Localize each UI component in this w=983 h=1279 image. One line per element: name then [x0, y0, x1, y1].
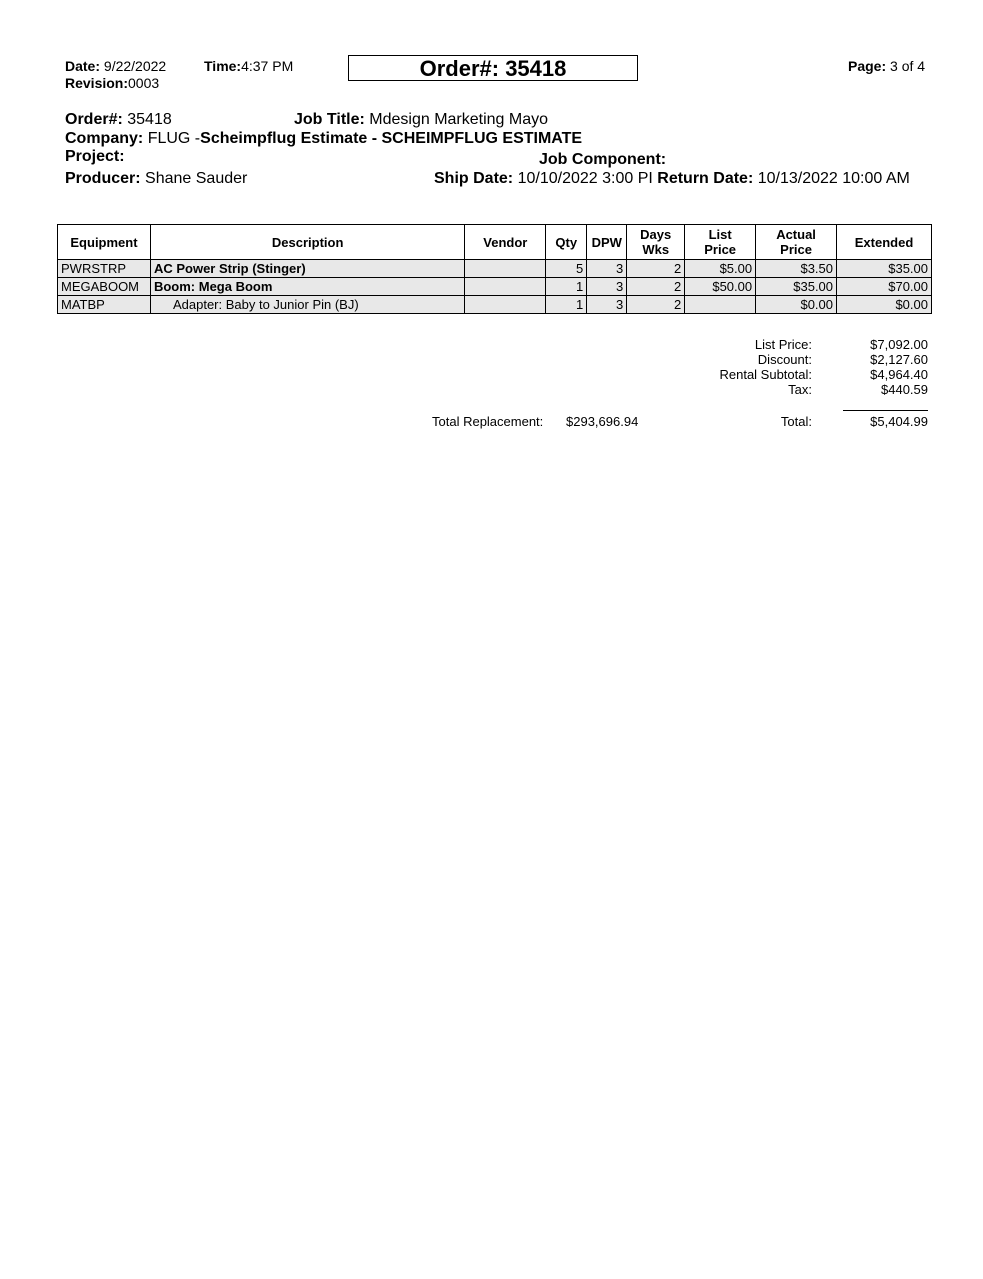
- cell-extended: $35.00: [837, 260, 932, 278]
- revision-label: Revision:: [65, 75, 129, 91]
- job-title-line: [294, 111, 548, 129]
- cell-actual-price: $0.00: [756, 296, 837, 314]
- table-row: [58, 296, 932, 314]
- date-label: Date:: [65, 58, 101, 74]
- rental-subtotal-label: Rental Subtotal:: [719, 367, 812, 382]
- table-row: [58, 260, 932, 278]
- page-value: 3 of 4: [890, 58, 926, 74]
- company-code: FLUG -: [147, 130, 201, 147]
- header-actual-price: [756, 225, 837, 260]
- header-dpw: DPW: [587, 225, 627, 260]
- total-divider: [843, 410, 928, 411]
- header-actual-price-word: Price: [780, 242, 812, 257]
- cell-qty: 5: [546, 260, 587, 278]
- company-label: Company:: [65, 130, 144, 147]
- cell-qty: 1: [546, 278, 587, 296]
- time-label: Time:: [204, 58, 242, 74]
- header-actual: Actual: [776, 227, 816, 242]
- job-title-label: Job Title:: [294, 111, 365, 128]
- cell-vendor: [465, 296, 546, 314]
- company-name: Scheimpflug Estimate - SCHEIMPFLUG ESTIMATE: [200, 130, 583, 147]
- table-header-row: [58, 225, 932, 260]
- cell-list-price: [685, 296, 756, 314]
- dates-line: [434, 170, 910, 188]
- producer-value: Shane Sauder: [145, 170, 248, 187]
- list-price-value: $7,092.00: [870, 337, 928, 352]
- cell-dpw: 3: [587, 260, 627, 278]
- total-label: Total:: [780, 414, 812, 429]
- cell-actual-price: $35.00: [756, 278, 837, 296]
- cell-days: 2: [627, 296, 685, 314]
- header-equipment: Equipment: [58, 225, 151, 260]
- header-days-wks: [627, 225, 685, 260]
- cell-extended: $70.00: [837, 278, 932, 296]
- return-date-value: 10/13/2022 10:00 AM: [757, 170, 910, 187]
- order-number-box: Order#: 35418: [348, 55, 638, 81]
- rental-subtotal-value: $4,964.40: [870, 367, 928, 382]
- tax-value: $440.59: [881, 382, 928, 397]
- header-wks: Wks: [642, 242, 670, 257]
- cell-actual-price: $3.50: [756, 260, 837, 278]
- return-date-label: Return Date:: [657, 170, 754, 187]
- order-value: 35418: [127, 111, 172, 128]
- project-label: Project:: [65, 148, 125, 165]
- cell-vendor: [465, 260, 546, 278]
- header-description: Description: [150, 225, 464, 260]
- cell-description: Adapter: Baby to Junior Pin (BJ): [150, 296, 464, 314]
- order-label: Order#:: [65, 111, 123, 128]
- total-replacement-value: $293,696.94: [566, 414, 639, 429]
- producer-line: [65, 170, 247, 188]
- table-row: [58, 278, 932, 296]
- header-qty: Qty: [546, 225, 587, 260]
- header-list: List: [708, 227, 732, 242]
- revision-line: [65, 75, 159, 91]
- equipment-table: [57, 224, 932, 314]
- cell-days: 2: [627, 260, 685, 278]
- producer-label: Producer:: [65, 170, 141, 187]
- cell-dpw: 3: [587, 278, 627, 296]
- cell-equipment: PWRSTRP: [58, 260, 151, 278]
- header-extended: Extended: [837, 225, 932, 260]
- header-list-price: [685, 225, 756, 260]
- ship-date-label: Ship Date:: [434, 170, 514, 187]
- list-price-label: List Price:: [754, 337, 812, 352]
- cell-description: AC Power Strip (Stinger): [150, 260, 464, 278]
- cell-extended: $0.00: [837, 296, 932, 314]
- company-line: [65, 130, 582, 148]
- cell-qty: 1: [546, 296, 587, 314]
- cell-vendor: [465, 278, 546, 296]
- total-value: $5,404.99: [870, 414, 928, 429]
- page-indicator: [848, 58, 925, 74]
- cell-list-price: $5.00: [685, 260, 756, 278]
- order-line: [65, 111, 172, 129]
- cell-dpw: 3: [587, 296, 627, 314]
- total-replacement-label: Total Replacement:: [432, 414, 544, 429]
- cell-equipment: MEGABOOM: [58, 278, 151, 296]
- tax-label: Tax:: [788, 382, 812, 397]
- page-label: Page:: [848, 58, 887, 74]
- time-line: [204, 58, 293, 74]
- date-value: 9/22/2022: [103, 58, 167, 74]
- ship-date-value: 10/10/2022 3:00 PI: [517, 170, 653, 187]
- discount-value: $2,127.60: [870, 352, 928, 367]
- discount-label: Discount:: [757, 352, 812, 367]
- revision-value: 0003: [128, 75, 160, 91]
- cell-days: 2: [627, 278, 685, 296]
- cell-equipment: MATBP: [58, 296, 151, 314]
- header-list-price-word: Price: [704, 242, 737, 257]
- cell-list-price: $50.00: [685, 278, 756, 296]
- cell-description: Boom: Mega Boom: [150, 278, 464, 296]
- header-days: Days: [640, 227, 672, 242]
- job-component-label: Job Component:: [539, 151, 667, 168]
- header-vendor: Vendor: [465, 225, 546, 260]
- time-value: 4:37 PM: [241, 58, 294, 74]
- job-title-value: Mdesign Marketing Mayo: [369, 111, 549, 128]
- date-line: [65, 58, 166, 74]
